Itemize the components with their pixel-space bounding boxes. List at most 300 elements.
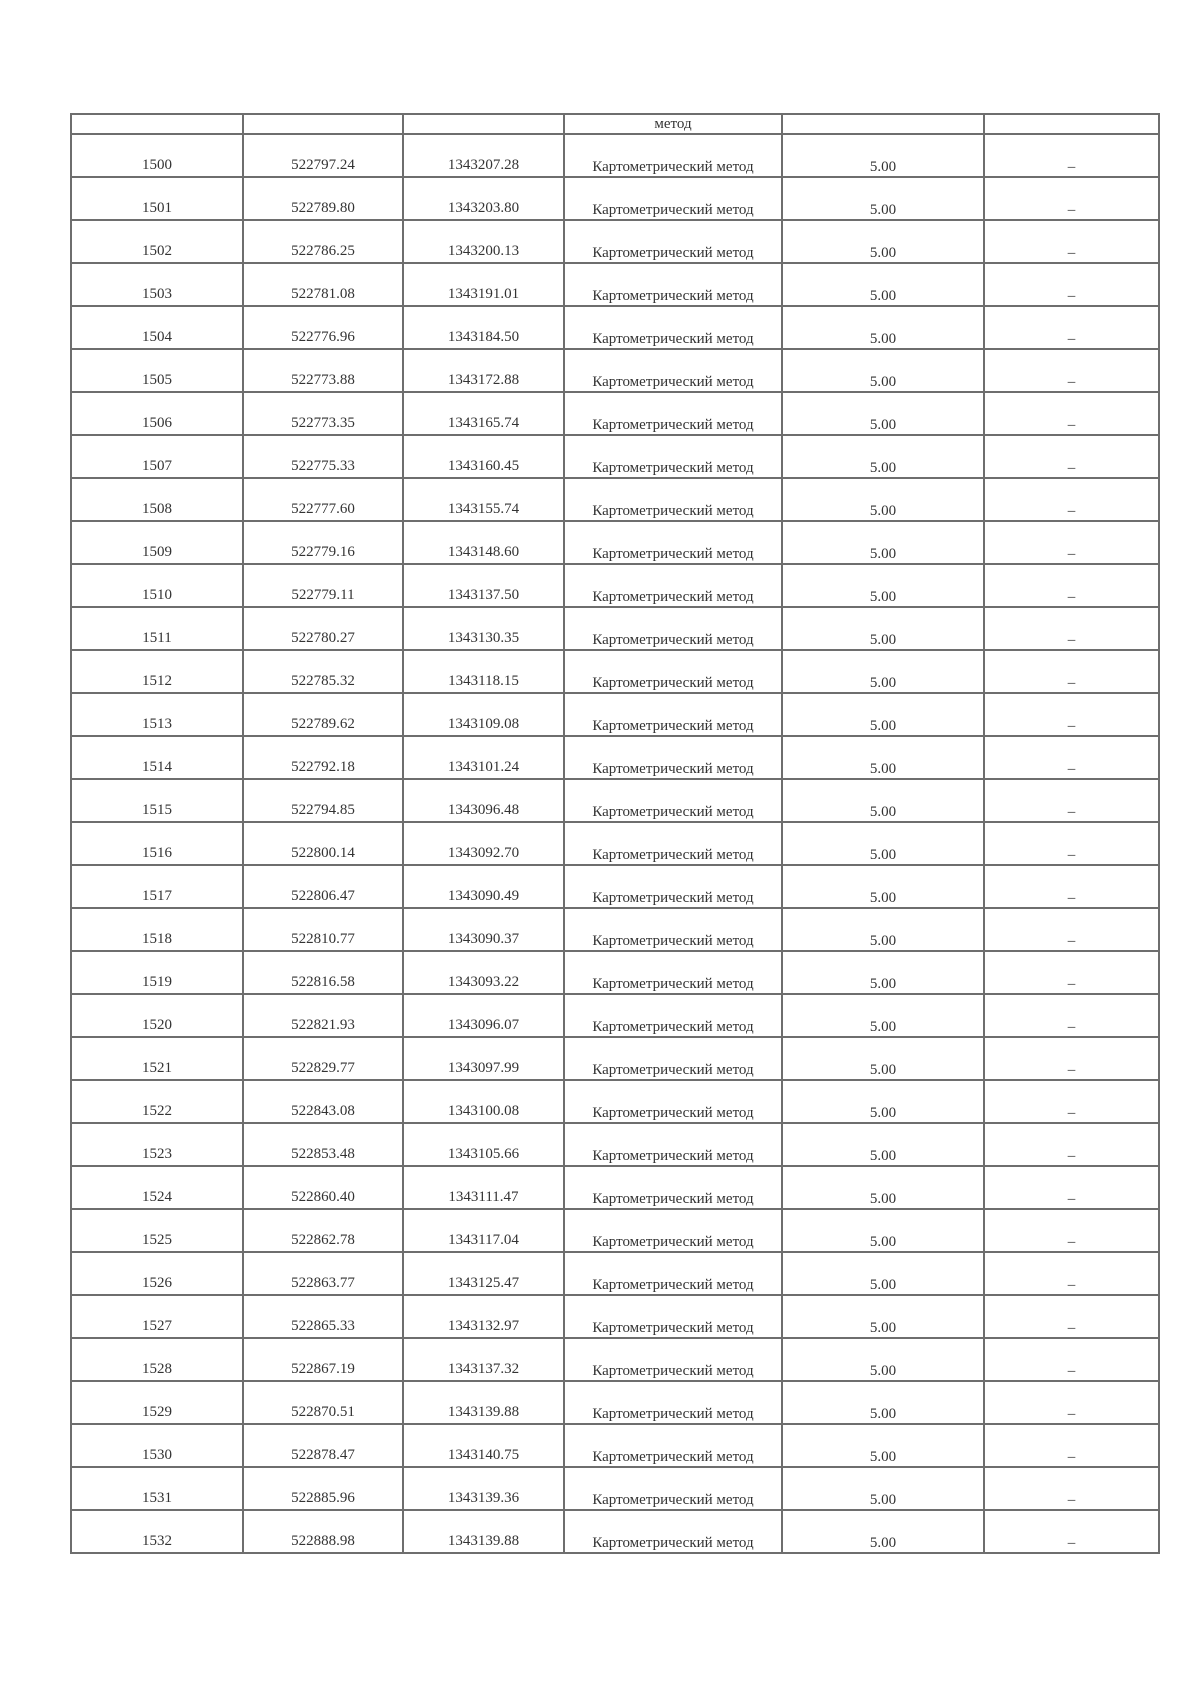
method-cell: Картометрический метод (564, 134, 782, 177)
point-number-cell (71, 478, 243, 521)
point-number-cell (71, 1252, 243, 1295)
table-row (71, 650, 1159, 693)
table-row (71, 1467, 1159, 1510)
x-coordinate-cell (243, 435, 403, 478)
table-row (71, 435, 1159, 478)
point-number-cell (71, 1037, 243, 1080)
method-cell: Картометрический метод (564, 994, 782, 1037)
method-cell: Картометрический метод (564, 779, 782, 822)
method-cell: Картометрический метод (564, 177, 782, 220)
point-number-cell (71, 1338, 243, 1381)
x-coordinate-cell-text: 522785.32 (291, 673, 355, 689)
x-coordinate-cell (243, 607, 403, 650)
method-cell: Картометрический метод (564, 650, 782, 693)
table-row (71, 392, 1159, 435)
y-coordinate-cell-text: 1343111.47 (448, 1189, 519, 1205)
x-coordinate-cell (243, 177, 403, 220)
point-number-cell-text: 1525 (142, 1232, 172, 1248)
note-cell: – (984, 822, 1159, 865)
table-row (71, 564, 1159, 607)
method-cell: Картометрический метод (564, 1166, 782, 1209)
method-cell: Картометрический метод (564, 1295, 782, 1338)
y-coordinate-cell (403, 1123, 564, 1166)
y-coordinate-cell (403, 114, 564, 134)
y-coordinate-cell (403, 435, 564, 478)
error-cell: 5.00 (782, 951, 984, 994)
point-number-cell-text: 1518 (142, 931, 172, 947)
note-cell: – (984, 607, 1159, 650)
x-coordinate-cell (243, 865, 403, 908)
x-coordinate-cell (243, 263, 403, 306)
note-cell: – (984, 435, 1159, 478)
y-coordinate-cell-text: 1343117.04 (448, 1232, 519, 1248)
y-coordinate-cell-text: 1343140.75 (447, 1447, 520, 1463)
y-coordinate-cell (403, 736, 564, 779)
note-cell: – (984, 564, 1159, 607)
x-coordinate-cell (243, 114, 403, 134)
point-number-cell (71, 1209, 243, 1252)
point-number-cell (71, 865, 243, 908)
error-cell: 5.00 (782, 263, 984, 306)
y-coordinate-cell (403, 1252, 564, 1295)
note-cell: – (984, 1467, 1159, 1510)
point-number-cell-text: 1516 (142, 845, 172, 861)
y-coordinate-cell (403, 908, 564, 951)
y-coordinate-cell (403, 1338, 564, 1381)
y-coordinate-cell-text: 1343100.08 (447, 1103, 520, 1119)
error-cell: 5.00 (782, 1123, 984, 1166)
table-row (71, 134, 1159, 177)
error-cell: 5.00 (782, 693, 984, 736)
x-coordinate-cell (243, 306, 403, 349)
y-coordinate-cell (403, 1424, 564, 1467)
x-coordinate-cell (243, 1467, 403, 1510)
error-cell: 5.00 (782, 1424, 984, 1467)
y-coordinate-cell (403, 607, 564, 650)
y-coordinate-cell-text: 1343184.50 (447, 329, 520, 345)
method-cell: Картометрический метод (564, 521, 782, 564)
point-number-cell (71, 650, 243, 693)
error-cell: 5.00 (782, 736, 984, 779)
error-cell: 5.00 (782, 1080, 984, 1123)
note-cell: – (984, 1123, 1159, 1166)
note-cell: – (984, 1510, 1159, 1553)
x-coordinate-cell (243, 1209, 403, 1252)
table-row (71, 478, 1159, 521)
x-coordinate-cell (243, 1338, 403, 1381)
y-coordinate-cell (403, 1467, 564, 1510)
note-cell: – (984, 478, 1159, 521)
note-cell: – (984, 865, 1159, 908)
y-coordinate-cell-text: 1343092.70 (447, 845, 520, 861)
note-cell (984, 114, 1159, 134)
x-coordinate-cell-text: 522792.18 (291, 759, 355, 775)
table-row (71, 263, 1159, 306)
x-coordinate-cell-text: 522862.78 (291, 1232, 355, 1248)
note-cell: – (984, 1037, 1159, 1080)
point-number-cell (71, 392, 243, 435)
note-cell: – (984, 134, 1159, 177)
y-coordinate-cell (403, 134, 564, 177)
x-coordinate-cell (243, 349, 403, 392)
point-number-cell-text: 1529 (142, 1404, 172, 1420)
method-cell: Картометрический метод (564, 263, 782, 306)
note-cell: – (984, 650, 1159, 693)
x-coordinate-cell-text: 522860.40 (291, 1189, 355, 1205)
point-number-cell-text: 1507 (142, 458, 172, 474)
method-cell: Картометрический метод (564, 392, 782, 435)
x-coordinate-cell-text: 522789.80 (291, 200, 355, 216)
point-number-cell (71, 908, 243, 951)
point-number-cell (71, 349, 243, 392)
note-cell: – (984, 1338, 1159, 1381)
x-coordinate-cell (243, 650, 403, 693)
x-coordinate-cell-text: 522777.60 (291, 501, 355, 517)
note-cell: – (984, 951, 1159, 994)
x-coordinate-cell-text: 522853.48 (291, 1146, 355, 1162)
x-coordinate-cell-text: 522800.14 (291, 845, 355, 861)
table-row (71, 177, 1159, 220)
point-number-cell-text: 1523 (142, 1146, 172, 1162)
point-number-cell-text: 1511 (142, 630, 172, 646)
point-number-cell-text: 1512 (142, 673, 172, 689)
error-cell: 5.00 (782, 349, 984, 392)
y-coordinate-cell (403, 220, 564, 263)
point-number-cell (71, 1381, 243, 1424)
error-cell: 5.00 (782, 607, 984, 650)
point-number-cell (71, 306, 243, 349)
method-cell: Картометрический метод (564, 1381, 782, 1424)
method-cell: Картометрический метод (564, 822, 782, 865)
x-coordinate-cell-text: 522776.96 (291, 329, 355, 345)
x-coordinate-cell-text: 522773.35 (291, 415, 355, 431)
y-coordinate-cell (403, 779, 564, 822)
method-cell: метод (564, 114, 782, 134)
error-cell: 5.00 (782, 908, 984, 951)
y-coordinate-cell (403, 1510, 564, 1553)
point-number-cell (71, 1424, 243, 1467)
point-number-cell-text: 1513 (142, 716, 172, 732)
x-coordinate-cell (243, 564, 403, 607)
y-coordinate-cell-text: 1343203.80 (447, 200, 520, 216)
table-row (71, 349, 1159, 392)
x-coordinate-cell-text: 522794.85 (291, 802, 355, 818)
point-number-cell (71, 1510, 243, 1553)
y-coordinate-cell-text: 1343165.74 (447, 415, 520, 431)
method-cell: Картометрический метод (564, 1467, 782, 1510)
table-row (71, 1510, 1159, 1553)
point-number-cell (71, 779, 243, 822)
x-coordinate-cell-text: 522789.62 (291, 716, 355, 732)
point-number-cell (71, 736, 243, 779)
x-coordinate-cell-text: 522797.24 (291, 157, 355, 173)
y-coordinate-cell-text: 1343093.22 (447, 974, 520, 990)
y-coordinate-cell (403, 1037, 564, 1080)
table-row (71, 736, 1159, 779)
x-coordinate-cell (243, 1123, 403, 1166)
y-coordinate-cell-text: 1343109.08 (447, 716, 520, 732)
note-cell: – (984, 693, 1159, 736)
y-coordinate-cell (403, 693, 564, 736)
note-cell: – (984, 1381, 1159, 1424)
y-coordinate-cell (403, 1166, 564, 1209)
note-cell: – (984, 1295, 1159, 1338)
x-coordinate-cell (243, 392, 403, 435)
note-cell: – (984, 779, 1159, 822)
error-cell: 5.00 (782, 435, 984, 478)
point-number-cell (71, 564, 243, 607)
method-cell: Картометрический метод (564, 1080, 782, 1123)
x-coordinate-cell (243, 1252, 403, 1295)
y-coordinate-cell (403, 1295, 564, 1338)
x-coordinate-cell-text: 522878.47 (291, 1447, 355, 1463)
y-coordinate-cell (403, 994, 564, 1037)
point-number-cell-text: 1506 (142, 415, 172, 431)
table-row (71, 1166, 1159, 1209)
point-number-cell-text: 1510 (142, 587, 172, 603)
table-row (71, 1338, 1159, 1381)
table-row (71, 1037, 1159, 1080)
point-number-cell (71, 994, 243, 1037)
x-coordinate-cell-text: 522773.88 (291, 372, 355, 388)
y-coordinate-cell-text: 1343137.50 (447, 587, 520, 603)
error-cell: 5.00 (782, 1338, 984, 1381)
y-coordinate-cell (403, 349, 564, 392)
x-coordinate-cell (243, 779, 403, 822)
x-coordinate-cell (243, 220, 403, 263)
method-cell: Картометрический метод (564, 1338, 782, 1381)
y-coordinate-cell (403, 951, 564, 994)
x-coordinate-cell-text: 522806.47 (291, 888, 355, 904)
y-coordinate-cell (403, 478, 564, 521)
note-cell: – (984, 1252, 1159, 1295)
error-cell: 5.00 (782, 1467, 984, 1510)
error-cell: 5.00 (782, 392, 984, 435)
x-coordinate-cell-text: 522888.98 (291, 1533, 355, 1549)
error-cell: 5.00 (782, 1510, 984, 1553)
point-number-cell-text: 1532 (142, 1533, 172, 1549)
y-coordinate-cell-text: 1343155.74 (447, 501, 520, 517)
note-cell: – (984, 908, 1159, 951)
error-cell: 5.00 (782, 650, 984, 693)
point-number-cell-text: 1500 (142, 157, 172, 173)
note-cell: – (984, 392, 1159, 435)
method-cell: Картометрический метод (564, 951, 782, 994)
method-cell: Картометрический метод (564, 736, 782, 779)
y-coordinate-cell-text: 1343096.07 (447, 1017, 520, 1033)
y-coordinate-cell-text: 1343090.37 (447, 931, 520, 947)
y-coordinate-cell (403, 306, 564, 349)
error-cell: 5.00 (782, 1295, 984, 1338)
error-cell: 5.00 (782, 1166, 984, 1209)
error-cell: 5.00 (782, 994, 984, 1037)
point-number-cell-text: 1530 (142, 1447, 172, 1463)
x-coordinate-cell-text: 522865.33 (291, 1318, 355, 1334)
x-coordinate-cell (243, 994, 403, 1037)
continued-row (71, 114, 1159, 134)
y-coordinate-cell (403, 1381, 564, 1424)
point-number-cell (71, 693, 243, 736)
method-cell: Картометрический метод (564, 435, 782, 478)
table-row (71, 693, 1159, 736)
point-number-cell-text: 1501 (142, 200, 172, 216)
note-cell: – (984, 263, 1159, 306)
note-cell: – (984, 1424, 1159, 1467)
point-number-cell-text: 1521 (142, 1060, 172, 1076)
point-number-cell (71, 607, 243, 650)
note-cell: – (984, 349, 1159, 392)
point-number-cell-text: 1514 (142, 759, 172, 775)
y-coordinate-cell-text: 1343139.36 (447, 1490, 520, 1506)
error-cell: 5.00 (782, 521, 984, 564)
point-number-cell (71, 1166, 243, 1209)
x-coordinate-cell (243, 1424, 403, 1467)
table-row (71, 306, 1159, 349)
point-number-cell (71, 1123, 243, 1166)
point-number-cell (71, 220, 243, 263)
error-cell: 5.00 (782, 1381, 984, 1424)
table-row (71, 521, 1159, 564)
y-coordinate-cell-text: 1343191.01 (447, 286, 520, 302)
error-cell: 5.00 (782, 1252, 984, 1295)
error-cell: 5.00 (782, 1037, 984, 1080)
method-cell: Картометрический метод (564, 1037, 782, 1080)
point-number-cell-text: 1519 (142, 974, 172, 990)
y-coordinate-cell (403, 177, 564, 220)
point-number-cell-text: 1528 (142, 1361, 172, 1377)
y-coordinate-cell-text: 1343118.15 (448, 673, 519, 689)
table-row (71, 779, 1159, 822)
x-coordinate-cell-text: 522779.11 (291, 587, 355, 603)
error-cell: 5.00 (782, 1209, 984, 1252)
y-coordinate-cell (403, 521, 564, 564)
y-coordinate-cell-text: 1343132.97 (447, 1318, 520, 1334)
note-cell: – (984, 736, 1159, 779)
point-number-cell-text: 1509 (142, 544, 172, 560)
table-row (71, 1080, 1159, 1123)
error-cell: 5.00 (782, 865, 984, 908)
x-coordinate-cell (243, 822, 403, 865)
point-number-cell-text: 1526 (142, 1275, 172, 1291)
note-cell: – (984, 306, 1159, 349)
method-cell: Картометрический метод (564, 908, 782, 951)
error-cell (782, 114, 984, 134)
table-row (71, 220, 1159, 263)
note-cell: – (984, 1209, 1159, 1252)
x-coordinate-cell-text: 522843.08 (291, 1103, 355, 1119)
point-number-cell (71, 1295, 243, 1338)
method-cell: Картометрический метод (564, 1123, 782, 1166)
x-coordinate-cell-text: 522867.19 (291, 1361, 355, 1377)
y-coordinate-cell (403, 650, 564, 693)
x-coordinate-cell (243, 1295, 403, 1338)
x-coordinate-cell-text: 522870.51 (291, 1404, 355, 1420)
error-cell: 5.00 (782, 564, 984, 607)
x-coordinate-cell-text: 522885.96 (291, 1490, 355, 1506)
y-coordinate-cell (403, 1209, 564, 1252)
point-number-cell (71, 263, 243, 306)
point-number-cell (71, 114, 243, 134)
point-number-cell-text: 1524 (142, 1189, 172, 1205)
method-cell: Картометрический метод (564, 1209, 782, 1252)
table-row (71, 822, 1159, 865)
method-cell: Картометрический метод (564, 1424, 782, 1467)
table-row (71, 607, 1159, 650)
error-cell: 5.00 (782, 822, 984, 865)
y-coordinate-cell-text: 1343101.24 (447, 759, 520, 775)
x-coordinate-cell-text: 522781.08 (291, 286, 355, 302)
point-number-cell-text: 1531 (142, 1490, 172, 1506)
x-coordinate-cell (243, 693, 403, 736)
method-cell: Картометрический метод (564, 306, 782, 349)
x-coordinate-cell (243, 134, 403, 177)
point-number-cell (71, 822, 243, 865)
point-number-cell (71, 435, 243, 478)
method-cell: Картометрический метод (564, 1510, 782, 1553)
x-coordinate-cell (243, 478, 403, 521)
point-number-cell-text: 1520 (142, 1017, 172, 1033)
y-coordinate-cell (403, 822, 564, 865)
x-coordinate-cell (243, 1510, 403, 1553)
y-coordinate-cell-text: 1343139.88 (447, 1533, 520, 1549)
y-coordinate-cell-text: 1343130.35 (447, 630, 520, 646)
point-number-cell (71, 1467, 243, 1510)
point-number-cell-text: 1515 (142, 802, 172, 818)
table-row (71, 1424, 1159, 1467)
method-cell: Картометрический метод (564, 564, 782, 607)
x-coordinate-cell-text: 522863.77 (291, 1275, 355, 1291)
note-cell: – (984, 220, 1159, 263)
table-row (71, 951, 1159, 994)
note-cell: – (984, 994, 1159, 1037)
x-coordinate-cell-text: 522810.77 (291, 931, 355, 947)
method-cell: Картометрический метод (564, 693, 782, 736)
y-coordinate-cell-text: 1343172.88 (447, 372, 520, 388)
y-coordinate-cell-text: 1343207.28 (447, 157, 520, 173)
table-row (71, 1295, 1159, 1338)
y-coordinate-cell-text: 1343096.48 (447, 802, 520, 818)
coordinates-table (70, 113, 1160, 1554)
note-cell: – (984, 177, 1159, 220)
point-number-cell-text: 1517 (142, 888, 172, 904)
x-coordinate-cell-text: 522779.16 (291, 544, 355, 560)
point-number-cell-text: 1527 (142, 1318, 172, 1334)
error-cell: 5.00 (782, 478, 984, 521)
x-coordinate-cell-text: 522780.27 (291, 630, 355, 646)
note-cell: – (984, 1166, 1159, 1209)
table-row (71, 1252, 1159, 1295)
point-number-cell (71, 951, 243, 994)
table-row (71, 994, 1159, 1037)
method-cell: Картометрический метод (564, 607, 782, 650)
method-cell: Картометрический метод (564, 220, 782, 263)
point-number-cell (71, 134, 243, 177)
note-cell: – (984, 1080, 1159, 1123)
error-cell: 5.00 (782, 779, 984, 822)
y-coordinate-cell (403, 564, 564, 607)
error-cell: 5.00 (782, 134, 984, 177)
y-coordinate-cell-text: 1343105.66 (447, 1146, 520, 1162)
coordinates-table-body (71, 114, 1159, 1553)
point-number-cell (71, 521, 243, 564)
point-number-cell-text: 1504 (142, 329, 172, 345)
point-number-cell (71, 1080, 243, 1123)
x-coordinate-cell (243, 736, 403, 779)
method-cell: Картометрический метод (564, 1252, 782, 1295)
y-coordinate-cell (403, 1080, 564, 1123)
y-coordinate-cell-text: 1343137.32 (447, 1361, 520, 1377)
error-cell: 5.00 (782, 306, 984, 349)
